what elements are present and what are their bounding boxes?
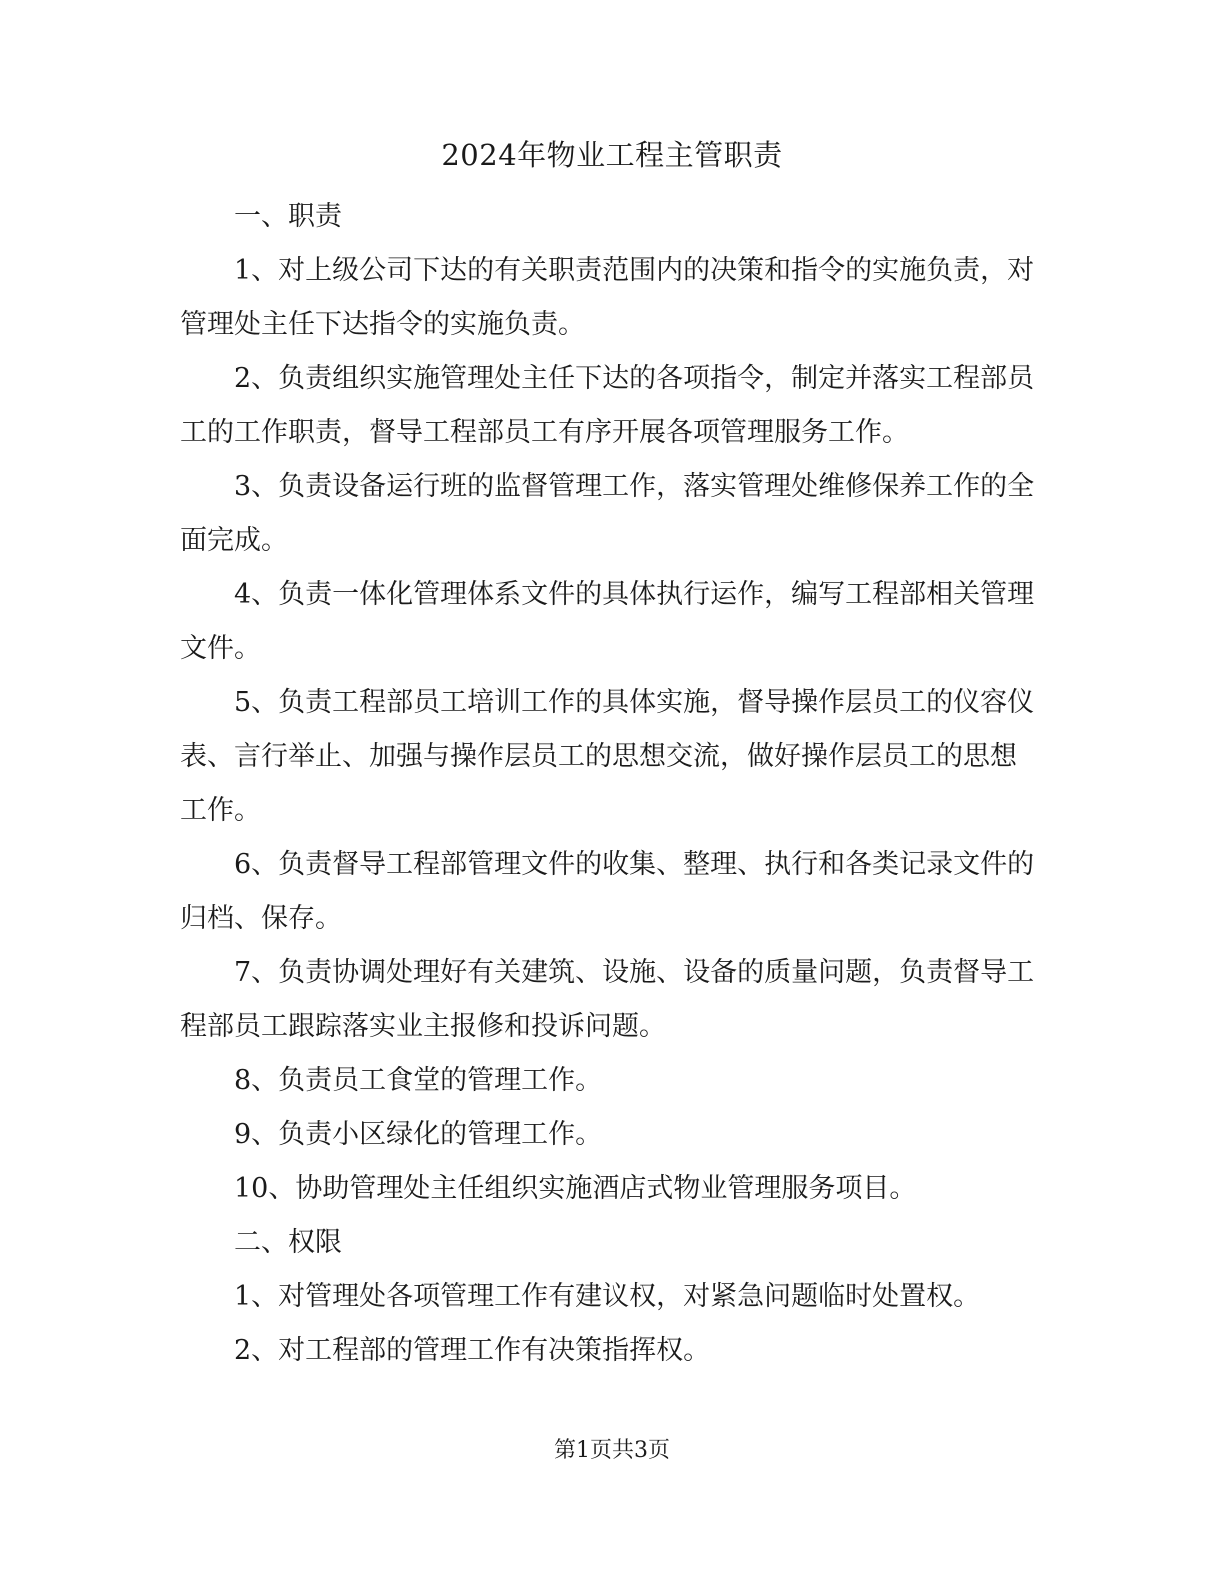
paragraph: 8、负责员工食堂的管理工作。 [234,1065,603,1096]
section-heading-authority: 二、权限 [234,1227,342,1258]
paragraph: 10、协助管理处主任组织实施酒店式物业管理服务项目。 [234,1173,917,1204]
paragraph: 3、负责设备运行班的监督管理工作，落实管理处维修保养工作的全面完成。 [180,471,1035,556]
page-title: 2024年物业工程主管职责 [441,138,783,172]
section-heading-duties: 一、职责 [234,201,342,232]
document-body [180,190,1040,1378]
paragraph: 1、对管理处各项管理工作有建议权，对紧急问题临时处置权。 [234,1281,981,1312]
paragraph: 1、对上级公司下达的有关职责范围内的决策和指令的实施负责，对管理处主任下达指令的实施负责。 [180,255,1035,340]
paragraph: 2、对工程部的管理工作有决策指挥权。 [234,1335,711,1366]
page-footer: 第1页共3页 [554,1438,670,1463]
paragraph: 7、负责协调处理好有关建筑、设施、设备的质量问题，负责督导工程部员工跟踪落实业主报修和投诉问题。 [180,957,1035,1042]
paragraph: 2、负责组织实施管理处主任下达的各项指令，制定并落实工程部员工的工作职责，督导工程部员工有序开展各项管理服务工作。 [180,363,1035,448]
paragraph: 4、负责一体化管理体系文件的具体执行运作，编写工程部相关管理文件。 [180,579,1035,664]
paragraph: 5、负责工程部员工培训工作的具体实施，督导操作层员工的仪容仪表、言行举止、加强与操作层员工的思想交流，做好操作层员工的思想工作。 [180,687,1035,826]
paragraph: 6、负责督导工程部管理文件的收集、整理、执行和各类记录文件的归档、保存。 [180,849,1035,934]
paragraph: 9、负责小区绿化的管理工作。 [234,1119,603,1150]
